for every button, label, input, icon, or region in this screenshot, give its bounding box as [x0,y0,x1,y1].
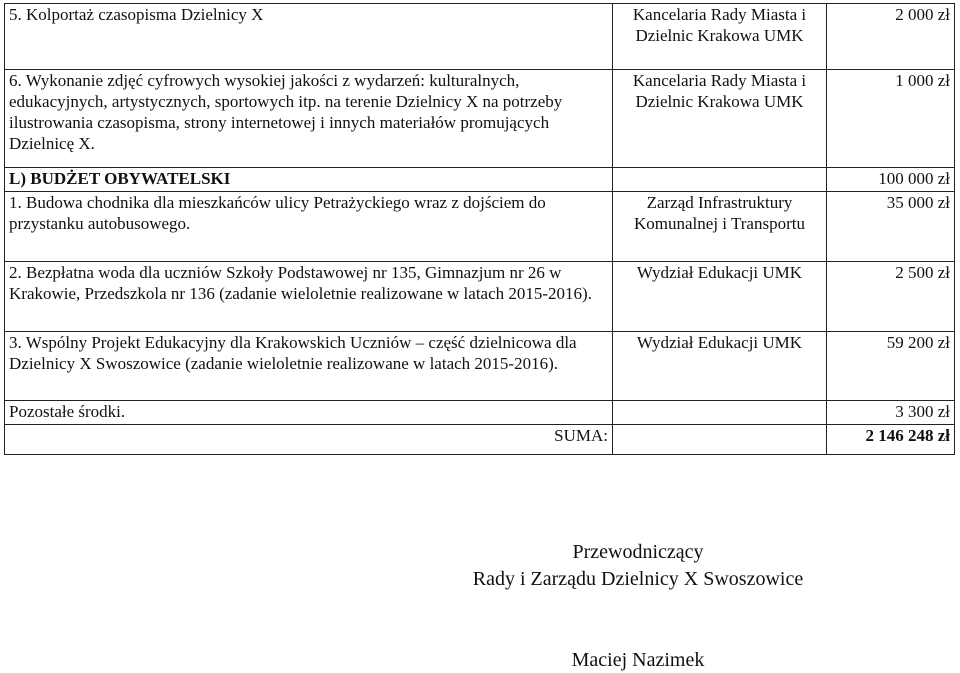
table-row [5,332,955,401]
sum-empty-cell [613,425,827,455]
signature-title-line2: Rady i Zarządu Dzielnicy X Swoszowice [472,568,804,590]
task-description: 5. Kolportaż czasopisma Dzielnicy X [5,4,613,70]
section-header-row [5,168,955,192]
table-row [5,4,955,70]
table-row [5,70,955,168]
task-amount: 1 000 zł [827,70,955,168]
responsible-unit: Wydział Edukacji UMK [613,262,827,332]
table-row [5,401,955,425]
responsible-unit: Zarząd Infrastruktury Komunalnej i Transportu [613,192,827,262]
task-amount: 59 200 zł [827,332,955,401]
table-row [5,192,955,262]
task-amount: 2 000 zł [827,4,955,70]
responsible-unit: Wydział Edukacji UMK [613,332,827,401]
section-title: L) BUDŻET OBYWATELSKI [5,168,613,192]
signature-name: Maciej Nazimek [571,649,705,671]
task-description: 2. Bezpłatna woda dla uczniów Szkoły Podstawowej nr 135, Gimnazjum nr 26 w Krakowie, Przedszkola nr 136 (zadanie wieloletnie realizowane w latach 2015-2016). [5,262,613,332]
task-description: 1. Budowa chodnika dla mieszkańców ulicy Petrażyckiego wraz z dojściem do przystanku autobusowego. [5,192,613,262]
task-description: 6. Wykonanie zdjęć cyfrowych wysokiej jakości z wydarzeń: kulturalnych, edukacyjnych, artystycznych, sportowych itp. na terenie Dzielnicy X na potrzeby ilustrowania czasopisma, strony internetowej i innych materiałów promujących Dzielnicę X. [5,70,613,168]
sum-row [5,425,955,455]
sum-label: SUMA: [5,425,613,455]
table-row [5,262,955,332]
sum-amount: 2 146 248 zł [827,425,955,455]
signature-title-line1: Przewodniczący [572,541,704,563]
task-description: 3. Wspólny Projekt Edukacyjny dla Krakowskich Uczniów – część dzielnicowa dla Dzielnicy X Swoszowice (zadanie wieloletnie realizowane w latach 2015-2016). [5,332,613,401]
responsible-unit [613,401,827,425]
responsible-unit: Kancelaria Rady Miasta i Dzielnic Krakowa UMK [613,4,827,70]
responsible-unit [613,168,827,192]
budget-table [4,3,955,455]
task-amount: 2 500 zł [827,262,955,332]
section-amount: 100 000 zł [827,168,955,192]
task-description: Pozostałe środki. [5,401,613,425]
task-amount: 3 300 zł [827,401,955,425]
task-amount: 35 000 zł [827,192,955,262]
responsible-unit: Kancelaria Rady Miasta i Dzielnic Krakowa UMK [613,70,827,168]
